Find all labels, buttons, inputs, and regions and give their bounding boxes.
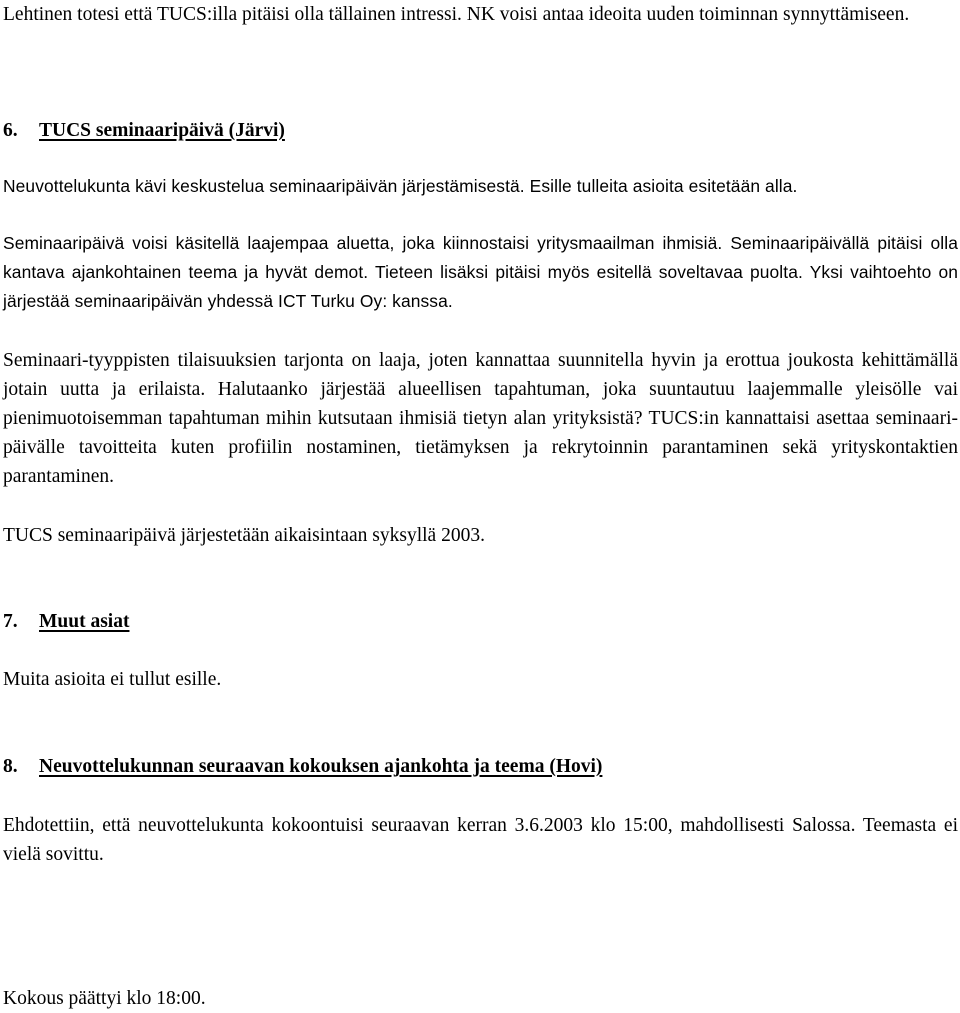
section-6-title: TUCS seminaaripäivä (Järvi) [39,120,285,141]
section-6-discussion-paragraph: Seminaari-tyyppisten tilaisuuksien tarjonta on laaja, joten kannattaa suunnitella hyvin ja erottua joukosta kehittämällä jotain uutta ja erilaista. Halutaanko järjestää alueellisen tapahtuman, joka suuntautuu laajemmalle yleisölle vai pienimuotoisemman tapahtuman mihin kutsutaan ihmisiä tietyn alan yrityksistä? TUCS:in kannattaisi asettaa seminaari-päivälle tavoitteita kuten profiilin nostaminen, tietämyksen ja rekrytoinnin parantaminen sekä yrityskontaktien parantaminen. [3,350,958,487]
section-8-title: Neuvottelukunnan seuraavan kokouksen ajankohta ja teema (Hovi) [39,756,603,777]
section-8-paragraph: Ehdotettiin, että neuvottelukunta kokoontuisi seuraavan kerran 3.6.2003 klo 15:00, mahdollisesti Salossa. Teemasta ei vielä sovittu. [3,815,958,865]
section-6-intro-paragraph: Neuvottelukunta kävi keskustelua seminaaripäivän järjestämisestä. Esille tulleita asioita esitetään alla. [3,176,798,196]
section-6-heading [3,116,958,145]
section-6-proposal-paragraph: Seminaaripäivä voisi käsitellä laajempaa aluetta, joka kiinnostaisi yritysmaailman ihmisiä. Seminaaripäivällä pitäisi olla kantava ajankohtainen teema ja hyvät demot. Tieteen lisäksi pitäisi myös esitellä soveltavaa puolta. Yksi vaihtoehto on järjestää seminaaripäivän yhdessä ICT Turku Oy: kanssa. [3,233,958,311]
section-7-title: Muut asiat [39,611,130,632]
section-7-paragraph: Muita asioita ei tullut esille. [3,669,222,690]
closing-paragraph: Kokous päättyi klo 18:00. [3,988,206,1009]
section-8-heading [3,752,958,781]
section-6-number: 6. [3,120,18,141]
intro-paragraph: Lehtinen totesi että TUCS:illa pitäisi olla tällainen intressi. NK voisi antaa ideoita uuden toiminnan synnyttämiseen. [3,4,910,25]
section-6-decision-paragraph: TUCS seminaaripäivä järjestetään aikaisintaan syksyllä 2003. [3,525,485,546]
section-7-heading [3,607,958,636]
section-8-number: 8. [3,756,18,777]
section-7-number: 7. [3,611,18,632]
